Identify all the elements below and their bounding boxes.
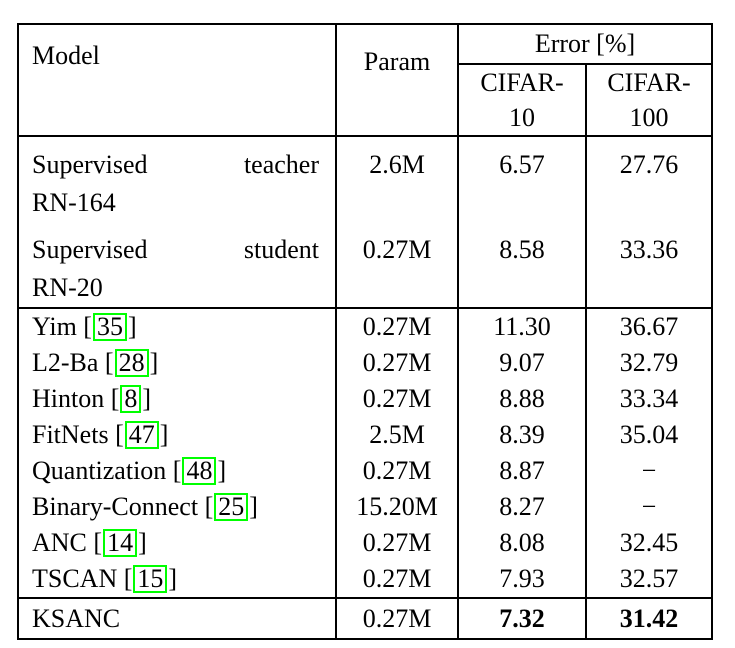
citation xyxy=(205,492,258,521)
model-cell xyxy=(18,417,336,453)
param-cell: 0.27M xyxy=(336,598,458,639)
bracket-open: [ xyxy=(123,564,133,593)
cifar10-cell: 8.58 xyxy=(458,222,586,308)
cifar100-cell: 31.42 xyxy=(619,603,679,633)
table-row xyxy=(18,417,712,453)
bracket-open: [ xyxy=(83,312,92,341)
citation-link[interactable]: 25 xyxy=(214,493,248,521)
bracket-open: [ xyxy=(104,348,114,377)
model-word: Supervised xyxy=(32,235,148,264)
bracket-close: ] xyxy=(159,420,169,449)
model-word: student xyxy=(243,235,319,264)
param-cell: 0.27M xyxy=(336,345,458,381)
cifar100-cell: 36.67 xyxy=(619,312,679,341)
param-cell: 0.27M xyxy=(336,525,458,561)
model-name: Hinton xyxy=(32,384,105,413)
param-cell: 0.27M xyxy=(336,561,458,598)
table-header xyxy=(18,24,712,136)
table-row xyxy=(18,525,712,561)
bracket-close: ] xyxy=(142,384,152,413)
cifar10-cell: 9.07 xyxy=(458,345,586,381)
model-cell xyxy=(18,308,336,345)
model-name: Binary-Connect xyxy=(32,492,199,521)
model-word: Supervised xyxy=(32,150,148,179)
param-cell: 0.27M xyxy=(336,453,458,489)
param-cell: 0.27M xyxy=(336,308,458,345)
cifar100-cell: 27.76 xyxy=(619,150,679,179)
col-header-cifar100-line2: 100 xyxy=(629,103,669,132)
cifar10-cell: 11.30 xyxy=(458,308,586,345)
bracket-close: ] xyxy=(168,564,178,593)
methods-section xyxy=(18,308,712,598)
cifar10-cell: 7.93 xyxy=(458,561,586,598)
cifar100-cell: 32.45 xyxy=(619,528,679,557)
citation-link[interactable]: 14 xyxy=(103,529,137,557)
citation xyxy=(124,564,177,593)
model-cell xyxy=(18,381,336,417)
citation-link[interactable]: 8 xyxy=(120,385,141,413)
table-row xyxy=(18,308,712,345)
citation xyxy=(83,312,136,341)
table-row xyxy=(18,598,712,639)
results-table-container xyxy=(17,23,713,640)
proposed-method-section xyxy=(18,598,712,639)
model-name: Yim xyxy=(32,312,77,341)
cifar100-cell: 33.36 xyxy=(619,235,679,264)
bracket-close: ] xyxy=(249,492,258,521)
col-header-cifar10 xyxy=(458,64,586,136)
cifar100-cell: 33.34 xyxy=(619,384,679,413)
table-row xyxy=(18,136,712,222)
citation xyxy=(173,456,226,485)
cifar10-cell: 8.87 xyxy=(458,453,586,489)
cifar10-cell: 8.39 xyxy=(458,417,586,453)
cifar10-cell: 8.27 xyxy=(458,489,586,525)
model-cell xyxy=(18,489,336,525)
bracket-open: [ xyxy=(93,528,103,557)
param-cell: 0.27M xyxy=(336,222,458,308)
model-cell xyxy=(18,345,336,381)
citation-link[interactable]: 28 xyxy=(115,349,149,377)
cifar10-cell: 6.57 xyxy=(458,136,586,222)
citation xyxy=(105,348,158,377)
param-cell: 2.6M xyxy=(336,136,458,222)
table-row xyxy=(18,561,712,598)
cifar100-cell: 35.04 xyxy=(619,420,679,449)
model-cell xyxy=(18,453,336,489)
table-row xyxy=(18,381,712,417)
citation xyxy=(111,384,151,413)
model-cell xyxy=(18,136,336,222)
table-row xyxy=(18,222,712,308)
cifar10-cell: 7.32 xyxy=(458,598,586,639)
model-name: ANC xyxy=(32,528,87,557)
results-table xyxy=(17,23,713,640)
citation-link[interactable]: 47 xyxy=(125,421,159,449)
param-cell: 15.20M xyxy=(336,489,458,525)
bracket-open: [ xyxy=(172,456,182,485)
param-cell: 2.5M xyxy=(336,417,458,453)
param-cell: 0.27M xyxy=(336,381,458,417)
model-name-line1 xyxy=(32,146,319,184)
table-row xyxy=(18,489,712,525)
bracket-close: ] xyxy=(149,348,159,377)
bracket-open: [ xyxy=(115,420,124,449)
model-word: teacher xyxy=(243,150,319,179)
cifar100-cell: 32.79 xyxy=(619,348,679,377)
model-cell: KSANC xyxy=(18,598,336,639)
citation-link[interactable]: 48 xyxy=(182,457,216,485)
bracket-open: [ xyxy=(204,492,214,521)
model-name: TSCAN xyxy=(32,564,118,593)
citation-link[interactable]: 35 xyxy=(93,313,127,341)
cifar10-cell: 8.88 xyxy=(458,381,586,417)
table-row xyxy=(18,345,712,381)
col-header-model: Model xyxy=(18,24,336,136)
model-cell xyxy=(18,561,336,598)
model-name-line2: RN-164 xyxy=(32,188,116,217)
bracket-open: [ xyxy=(110,384,120,413)
model-cell xyxy=(18,222,336,308)
col-header-cifar10-line2: 10 xyxy=(509,103,535,132)
cifar100-cell: − xyxy=(641,456,657,485)
model-name-line1 xyxy=(32,231,319,269)
citation xyxy=(93,528,146,557)
cifar100-cell: 32.57 xyxy=(619,564,679,593)
citation xyxy=(115,420,168,449)
cifar100-cell: − xyxy=(641,492,657,521)
col-header-error-group: Error [%] xyxy=(458,24,712,64)
supervised-section xyxy=(18,136,712,308)
model-name: Quantization xyxy=(32,456,167,485)
bracket-close: ] xyxy=(217,456,227,485)
col-header-cifar10-line1: CIFAR- xyxy=(480,68,564,97)
col-header-cifar100 xyxy=(586,64,712,136)
header-row-top xyxy=(18,24,712,64)
col-header-cifar100-line1: CIFAR- xyxy=(607,68,691,97)
col-header-param: Param xyxy=(336,24,458,136)
cifar10-cell: 8.08 xyxy=(458,525,586,561)
bracket-close: ] xyxy=(138,528,147,557)
model-name: L2-Ba xyxy=(32,348,99,377)
table-row xyxy=(18,453,712,489)
model-cell xyxy=(18,525,336,561)
model-name-line2: RN-20 xyxy=(32,273,103,302)
model-name: FitNets xyxy=(32,420,109,449)
bracket-close: ] xyxy=(127,312,137,341)
citation-link[interactable]: 15 xyxy=(133,565,167,593)
